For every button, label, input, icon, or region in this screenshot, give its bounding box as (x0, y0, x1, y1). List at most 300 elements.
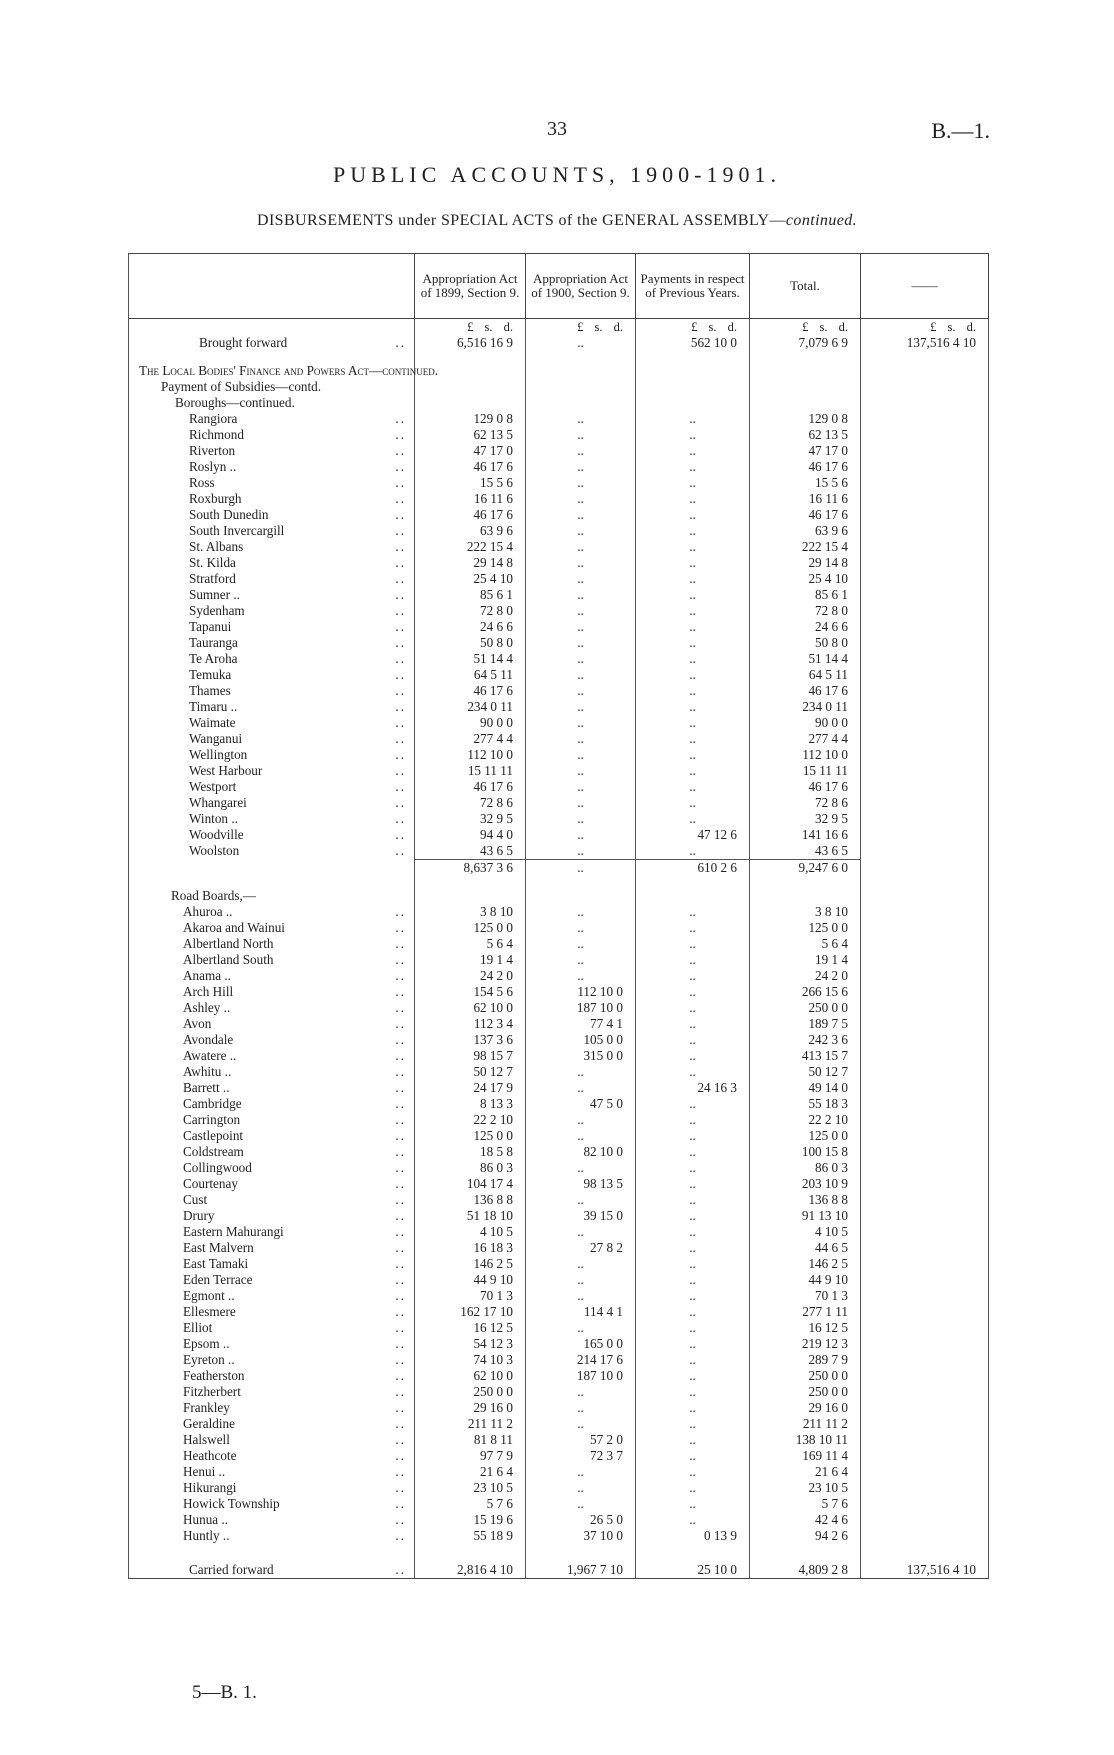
table-row (129, 1192, 989, 1208)
amount-1899: 23 10 5 (415, 1480, 526, 1496)
entry-name: Coldstream .. (129, 1144, 415, 1160)
entry-name: Anama .. .. (129, 968, 415, 984)
amount-1900: .. (526, 667, 636, 683)
table-row (129, 1368, 989, 1384)
amount-total: 250 0 0 (750, 1000, 861, 1016)
table-row (129, 683, 989, 699)
amount-1899: 24 2 0 (415, 968, 526, 984)
amount-1899: 250 0 0 (415, 1384, 526, 1400)
amount-1900: .. (526, 635, 636, 651)
entry-name: Riverton .. (129, 443, 415, 459)
amount-1900: .. (526, 459, 636, 475)
amount-previous-years: .. (636, 587, 750, 603)
table-row (129, 1080, 989, 1096)
entry-name: Ross .. (129, 475, 415, 491)
amount-total: 63 9 6 (750, 523, 861, 539)
table-row (129, 1144, 989, 1160)
amount-extra (861, 920, 989, 936)
amount-total: 138 10 11 (750, 1432, 861, 1448)
amount-total: 86 0 3 (750, 1160, 861, 1176)
amount-extra (861, 747, 989, 763)
table-row (129, 619, 989, 635)
amount-extra (861, 843, 989, 860)
amount-extra (861, 699, 989, 715)
amount-1899: 16 11 6 (415, 491, 526, 507)
table-row (129, 827, 989, 843)
header-label-column (129, 254, 415, 319)
table-row (129, 1352, 989, 1368)
amount-total: 24 6 6 (750, 619, 861, 635)
amount-extra (861, 1336, 989, 1352)
amount-total: 250 0 0 (750, 1384, 861, 1400)
amount-total: 234 0 11 (750, 699, 861, 715)
table-row (129, 1480, 989, 1496)
amount-total: 250 0 0 (750, 1368, 861, 1384)
amount-1900: .. (526, 1400, 636, 1416)
amount-extra (861, 936, 989, 952)
amount-extra (861, 619, 989, 635)
table-row (129, 555, 989, 571)
amount-1899: 62 13 5 (415, 427, 526, 443)
amount-1899: 47 17 0 (415, 443, 526, 459)
amount-extra (861, 1320, 989, 1336)
entry-name: Sydenham .. (129, 603, 415, 619)
table-row (129, 1528, 989, 1544)
amount-total: 51 14 4 (750, 651, 861, 667)
entry-name: Eastern Mahurangi .. (129, 1224, 415, 1240)
amount-extra (861, 1016, 989, 1032)
amount-1899: 129 0 8 (415, 411, 526, 427)
amount-1900: .. (526, 1192, 636, 1208)
table-row (129, 763, 989, 779)
entry-name: Stratford .. (129, 571, 415, 587)
entry-name: Hunua .. .. (129, 1512, 415, 1528)
amount-extra (861, 1096, 989, 1112)
amount-total: 4 10 5 (750, 1224, 861, 1240)
entry-name: Cambridge .. (129, 1096, 415, 1112)
boroughs-total-total: 9,247 6 0 (750, 859, 861, 876)
amount-1900: .. (526, 779, 636, 795)
boroughs-total-1900: .. (526, 859, 636, 876)
amount-previous-years: .. (636, 1144, 750, 1160)
amount-total: 211 11 2 (750, 1416, 861, 1432)
entry-name: St. Albans .. (129, 539, 415, 555)
entry-name: Avondale .. (129, 1032, 415, 1048)
amount-previous-years: .. (636, 1512, 750, 1528)
amount-1900: .. (526, 1384, 636, 1400)
entry-name: Huntly .. .. (129, 1528, 415, 1544)
amount-1900: .. (526, 1064, 636, 1080)
amount-extra (861, 507, 989, 523)
amount-previous-years: .. (636, 443, 750, 459)
table-row (129, 984, 989, 1000)
table-row (129, 587, 989, 603)
amount-1900: 112 10 0 (526, 984, 636, 1000)
amount-previous-years: .. (636, 1320, 750, 1336)
amount-total: 50 8 0 (750, 635, 861, 651)
amount-1900: .. (526, 1272, 636, 1288)
amount-previous-years: .. (636, 1000, 750, 1016)
amount-1900: .. (526, 443, 636, 459)
amount-1899: 46 17 6 (415, 507, 526, 523)
amount-1900: 214 17 6 (526, 1352, 636, 1368)
amount-previous-years: .. (636, 571, 750, 587)
amount-1899: 50 8 0 (415, 635, 526, 651)
amount-1900: 37 10 0 (526, 1528, 636, 1544)
amount-total: 29 14 8 (750, 555, 861, 571)
amount-total: 43 6 5 (750, 843, 861, 860)
page-title: PUBLIC ACCOUNTS, 1900-1901. (333, 162, 781, 187)
header-total: Total. (750, 254, 861, 319)
amount-extra (861, 1224, 989, 1240)
table-row (129, 904, 989, 920)
entry-name: Geraldine .. (129, 1416, 415, 1432)
entry-name: Egmont .. .. (129, 1288, 415, 1304)
amount-total: 5 6 4 (750, 936, 861, 952)
amount-previous-years: .. (636, 427, 750, 443)
amount-total: 49 14 0 (750, 1080, 861, 1096)
amount-1900: .. (526, 1160, 636, 1176)
table-row (129, 1256, 989, 1272)
amount-previous-years: .. (636, 1240, 750, 1256)
amount-1899: 46 17 6 (415, 779, 526, 795)
table-row (129, 968, 989, 984)
subtitle-continued: continued. (785, 212, 858, 229)
amount-previous-years: .. (636, 1304, 750, 1320)
entry-name: Tauranga .. (129, 635, 415, 651)
amount-total: 112 10 0 (750, 747, 861, 763)
amount-extra (861, 1176, 989, 1192)
amount-1899: 3 8 10 (415, 904, 526, 920)
amount-extra (861, 715, 989, 731)
units-cell: £ s. d. (636, 319, 750, 335)
amount-1899: 4 10 5 (415, 1224, 526, 1240)
amount-extra (861, 1464, 989, 1480)
amount-extra (861, 779, 989, 795)
table-row (129, 843, 989, 860)
entry-name: Arch Hill .. (129, 984, 415, 1000)
entry-name: Wellington .. (129, 747, 415, 763)
entry-name: Cust .. (129, 1192, 415, 1208)
entry-name: East Tamaki .. (129, 1256, 415, 1272)
amount-previous-years: .. (636, 619, 750, 635)
entry-name: Wanganui .. (129, 731, 415, 747)
boroughs-total-1899: 8,637 3 6 (415, 859, 526, 876)
amount-previous-years: .. (636, 1032, 750, 1048)
amount-1899: 15 19 6 (415, 1512, 526, 1528)
amount-1900: .. (526, 968, 636, 984)
amount-total: 203 10 9 (750, 1176, 861, 1192)
amount-1899: 222 15 4 (415, 539, 526, 555)
carried-forward-row (129, 1556, 989, 1579)
amount-extra (861, 555, 989, 571)
amount-1900: .. (526, 827, 636, 843)
brought-forward-previous: 562 10 0 (636, 335, 750, 351)
amount-previous-years: .. (636, 539, 750, 555)
entry-name: Barrett .. .. (129, 1080, 415, 1096)
amount-previous-years: .. (636, 984, 750, 1000)
amount-extra (861, 651, 989, 667)
amount-1900: .. (526, 1496, 636, 1512)
amount-extra (861, 1512, 989, 1528)
amount-extra (861, 1448, 989, 1464)
entry-name: Ahuroa .. .. (129, 904, 415, 920)
amount-total: 289 7 9 (750, 1352, 861, 1368)
amount-1900: .. (526, 1416, 636, 1432)
table-row (129, 1432, 989, 1448)
amount-total: 16 11 6 (750, 491, 861, 507)
amount-1899: 24 17 9 (415, 1080, 526, 1096)
amount-extra (861, 984, 989, 1000)
amount-previous-years: .. (636, 811, 750, 827)
amount-1899: 5 6 4 (415, 936, 526, 952)
amount-previous-years: .. (636, 1272, 750, 1288)
amount-extra (861, 1352, 989, 1368)
amount-previous-years: .. (636, 1368, 750, 1384)
amount-extra (861, 1272, 989, 1288)
amount-1899: 22 2 10 (415, 1112, 526, 1128)
entry-name: Featherston .. (129, 1368, 415, 1384)
amount-extra (861, 523, 989, 539)
amount-total: 44 9 10 (750, 1272, 861, 1288)
amount-1900: .. (526, 1288, 636, 1304)
amount-extra (861, 1144, 989, 1160)
amount-extra (861, 411, 989, 427)
amount-1899: 21 6 4 (415, 1464, 526, 1480)
table-row (129, 1448, 989, 1464)
brought-forward-1899: 6,516 16 9 (415, 335, 526, 351)
amount-extra (861, 968, 989, 984)
amount-extra (861, 459, 989, 475)
amount-previous-years: .. (636, 843, 750, 860)
amount-previous-years: .. (636, 1112, 750, 1128)
table-row (129, 1272, 989, 1288)
table-row (129, 1240, 989, 1256)
amount-1900: .. (526, 1464, 636, 1480)
entry-name: Woolston .. (129, 843, 415, 860)
amount-1900: .. (526, 1128, 636, 1144)
amount-previous-years: .. (636, 1480, 750, 1496)
amount-1899: 146 2 5 (415, 1256, 526, 1272)
amount-1900: .. (526, 747, 636, 763)
amount-total: 42 4 6 (750, 1512, 861, 1528)
amount-1900: .. (526, 1080, 636, 1096)
table-row (129, 1064, 989, 1080)
amount-extra (861, 1384, 989, 1400)
amount-previous-years: .. (636, 1448, 750, 1464)
table-row (129, 936, 989, 952)
section-heading-row (129, 888, 989, 904)
amount-previous-years: .. (636, 1432, 750, 1448)
amount-1899: 97 7 9 (415, 1448, 526, 1464)
entry-name: Awhitu .. .. (129, 1064, 415, 1080)
amount-extra (861, 1112, 989, 1128)
amount-previous-years: .. (636, 1496, 750, 1512)
amount-1899: 72 8 0 (415, 603, 526, 619)
amount-extra (861, 1192, 989, 1208)
amount-total: 55 18 3 (750, 1096, 861, 1112)
amount-previous-years: .. (636, 1128, 750, 1144)
carried-forward-1899: 2,816 4 10 (415, 1556, 526, 1579)
amount-1900: .. (526, 411, 636, 427)
amount-1899: 136 8 8 (415, 1192, 526, 1208)
amount-1899: 50 12 7 (415, 1064, 526, 1080)
amount-previous-years: .. (636, 968, 750, 984)
units-cell: £ s. d. (750, 319, 861, 335)
amount-1900: .. (526, 795, 636, 811)
amount-1899: 15 11 11 (415, 763, 526, 779)
amount-1899: 15 5 6 (415, 475, 526, 491)
table-row (129, 715, 989, 731)
amount-total: 125 0 0 (750, 1128, 861, 1144)
amount-extra (861, 1160, 989, 1176)
entry-name: Collingwood .. (129, 1160, 415, 1176)
amount-total: 136 8 8 (750, 1192, 861, 1208)
table-row (129, 920, 989, 936)
amount-1900: .. (526, 1480, 636, 1496)
amount-1900: 82 10 0 (526, 1144, 636, 1160)
section-heading-row (129, 379, 989, 395)
amount-1899: 125 0 0 (415, 920, 526, 936)
entry-name: Winton .. .. (129, 811, 415, 827)
table-row (129, 1160, 989, 1176)
amount-total: 242 3 6 (750, 1032, 861, 1048)
amount-1899: 74 10 3 (415, 1352, 526, 1368)
amount-extra (861, 539, 989, 555)
amount-1900: .. (526, 920, 636, 936)
amount-1900: .. (526, 619, 636, 635)
carried-forward-previous: 25 10 0 (636, 1556, 750, 1579)
disbursements-table (128, 253, 989, 1579)
entry-name: Fitzherbert .. (129, 1384, 415, 1400)
entry-name: Temuka .. (129, 667, 415, 683)
amount-extra (861, 491, 989, 507)
entry-name: Heathcote .. (129, 1448, 415, 1464)
amount-extra (861, 1080, 989, 1096)
table-row (129, 1464, 989, 1480)
table-row (129, 507, 989, 523)
amount-total: 277 4 4 (750, 731, 861, 747)
header-appropriation-1900: Appropriation Act of 1900, Section 9. (526, 254, 636, 319)
page-subtitle (0, 212, 1114, 230)
amount-1899: 154 5 6 (415, 984, 526, 1000)
entry-name: Eyreton .. .. (129, 1352, 415, 1368)
amount-total: 32 9 5 (750, 811, 861, 827)
entry-name: Richmond .. (129, 427, 415, 443)
header-unnamed: —— (861, 254, 989, 319)
amount-1900: .. (526, 811, 636, 827)
entry-name: Sumner .. .. (129, 587, 415, 603)
amount-previous-years: .. (636, 459, 750, 475)
boroughs-total-row (129, 859, 989, 876)
table-row (129, 475, 989, 491)
amount-1899: 44 9 10 (415, 1272, 526, 1288)
amount-1899: 32 9 5 (415, 811, 526, 827)
table-row (129, 1400, 989, 1416)
amount-extra (861, 1304, 989, 1320)
amount-total: 25 4 10 (750, 571, 861, 587)
amount-1899: 90 0 0 (415, 715, 526, 731)
amount-1899: 46 17 6 (415, 683, 526, 699)
amount-1899: 63 9 6 (415, 523, 526, 539)
amount-previous-years: 24 16 3 (636, 1080, 750, 1096)
header-previous-years: Payments in respect of Previous Years. (636, 254, 750, 319)
table-row (129, 411, 989, 427)
amount-1899: 137 3 6 (415, 1032, 526, 1048)
amount-1899: 112 3 4 (415, 1016, 526, 1032)
amount-extra (861, 1240, 989, 1256)
amount-1900: 26 5 0 (526, 1512, 636, 1528)
amount-total: 3 8 10 (750, 904, 861, 920)
amount-1900: 98 13 5 (526, 1176, 636, 1192)
amount-extra (861, 1208, 989, 1224)
amount-total: 222 15 4 (750, 539, 861, 555)
table-row (129, 1096, 989, 1112)
amount-previous-years: .. (636, 1352, 750, 1368)
amount-previous-years: .. (636, 1256, 750, 1272)
amount-previous-years: .. (636, 475, 750, 491)
amount-1900: .. (526, 571, 636, 587)
entry-name: Rangiora .. (129, 411, 415, 427)
amount-1899: 112 10 0 (415, 747, 526, 763)
entry-name: Ashley .. .. (129, 1000, 415, 1016)
amount-total: 169 11 4 (750, 1448, 861, 1464)
amount-1900: .. (526, 904, 636, 920)
footnote-signature: 5—B. 1. (192, 1682, 257, 1703)
amount-previous-years: .. (636, 555, 750, 571)
amount-total: 22 2 10 (750, 1112, 861, 1128)
amount-1899: 104 17 4 (415, 1176, 526, 1192)
amount-extra (861, 1496, 989, 1512)
entry-name: Roslyn .. .. (129, 459, 415, 475)
entry-name: Castlepoint .. (129, 1128, 415, 1144)
entry-name: Whangarei .. (129, 795, 415, 811)
units-cell: £ s. d. (415, 319, 526, 335)
amount-previous-years: .. (636, 507, 750, 523)
table-row (129, 539, 989, 555)
entry-name: Roxburgh .. (129, 491, 415, 507)
entry-name: Akaroa and Wainui .. (129, 920, 415, 936)
amount-1899: 86 0 3 (415, 1160, 526, 1176)
amount-1900: .. (526, 523, 636, 539)
amount-1899: 62 10 0 (415, 1000, 526, 1016)
table-row (129, 1512, 989, 1528)
amount-1899: 211 11 2 (415, 1416, 526, 1432)
entry-name: Waimate .. (129, 715, 415, 731)
table-row (129, 1112, 989, 1128)
entry-name: West Harbour .. (129, 763, 415, 779)
entry-name: Eden Terrace .. (129, 1272, 415, 1288)
amount-extra (861, 667, 989, 683)
amount-total: 277 1 11 (750, 1304, 861, 1320)
table-row (129, 747, 989, 763)
amount-total: 129 0 8 (750, 411, 861, 427)
amount-previous-years: .. (636, 1464, 750, 1480)
amount-previous-years: .. (636, 411, 750, 427)
brought-forward-total: 7,079 6 9 (750, 335, 861, 351)
amount-total: 62 13 5 (750, 427, 861, 443)
amount-previous-years: .. (636, 1416, 750, 1432)
page-number: 33 (547, 118, 567, 140)
amount-total: 125 0 0 (750, 920, 861, 936)
amount-previous-years: .. (636, 1400, 750, 1416)
amount-total: 189 7 5 (750, 1016, 861, 1032)
amount-1899: 98 15 7 (415, 1048, 526, 1064)
amount-total: 46 17 6 (750, 507, 861, 523)
amount-previous-years: .. (636, 715, 750, 731)
amount-extra (861, 1400, 989, 1416)
amount-1899: 24 6 6 (415, 619, 526, 635)
